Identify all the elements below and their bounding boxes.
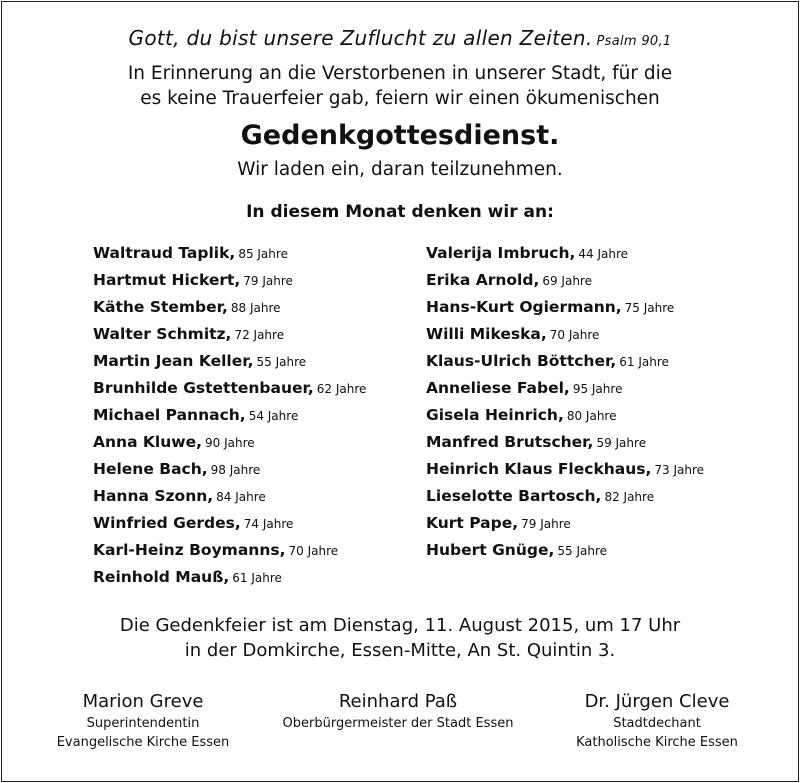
invitation: Wir laden ein, daran teilzunehmen. — [237, 159, 563, 180]
deceased-age: 85 Jahre — [238, 247, 288, 261]
deceased-age: 90 Jahre — [205, 436, 255, 450]
deceased-name: Hubert Gnüge, — [426, 541, 555, 559]
deceased-entry — [93, 536, 366, 563]
deceased-entry — [426, 401, 704, 428]
deceased-name: Willi Mikeska, — [426, 325, 547, 343]
deceased-entry — [93, 293, 366, 320]
deceased-name: Heinrich Klaus Fleckhaus, — [426, 460, 652, 478]
deceased-entry — [426, 536, 704, 563]
deceased-name: Helene Bach, — [93, 460, 208, 478]
deceased-age: 61 Jahre — [232, 571, 282, 585]
deceased-name: Brunhilde Gstettenbauer, — [93, 379, 314, 397]
deceased-age: 69 Jahre — [542, 274, 592, 288]
deceased-entry — [93, 455, 366, 482]
motto-reference: Psalm 90,1 — [596, 34, 672, 49]
event-details — [0, 613, 800, 663]
deceased-entry — [93, 347, 366, 374]
deceased-entry — [426, 239, 704, 266]
signatory-1 — [8, 690, 278, 752]
signatory-name: Reinhard Paß — [338, 691, 458, 712]
deceased-name: Waltraud Taplik, — [93, 244, 236, 262]
signatory-org: Evangelische Kirche Essen — [56, 735, 230, 750]
signatory-3 — [522, 690, 792, 752]
deceased-age: 79 Jahre — [521, 517, 571, 531]
event-line-2: in der Domkirche, Essen-Mitte, An St. Quintin 3. — [184, 640, 616, 661]
deceased-name: Valerija Imbruch, — [426, 244, 576, 262]
deceased-age: 73 Jahre — [654, 463, 705, 477]
deceased-age: 55 Jahre — [557, 544, 607, 558]
deceased-name: Gisela Heinrich, — [426, 406, 564, 424]
signatory-org: Katholische Kirche Essen — [576, 735, 738, 750]
deceased-name: Klaus-Ulrich Böttcher, — [426, 352, 617, 370]
deceased-age: 82 Jahre — [604, 490, 655, 504]
deceased-entry — [93, 482, 366, 509]
deceased-age: 88 Jahre — [230, 301, 281, 315]
deceased-entry — [426, 374, 704, 401]
deceased-name: Michael Pannach, — [93, 406, 246, 424]
deceased-entry — [93, 320, 366, 347]
deceased-name: Lieselotte Bartosch, — [426, 487, 602, 505]
deceased-name: Anneliese Fabel, — [426, 379, 570, 397]
deceased-entry — [93, 239, 366, 266]
deceased-age: 75 Jahre — [624, 301, 675, 315]
headline: Gedenkgottesdienst. — [240, 120, 560, 151]
intro-line-2: es keine Trauerfeier gab, feiern wir einen ökumenischen — [140, 88, 660, 109]
signatory-name: Dr. Jürgen Cleve — [584, 691, 730, 712]
deceased-entry — [93, 266, 366, 293]
deceased-age: 70 Jahre — [549, 328, 600, 342]
deceased-entry — [426, 482, 704, 509]
deceased-entry — [93, 374, 366, 401]
deceased-age: 61 Jahre — [619, 355, 669, 369]
signatory-title: Stadtdechant — [613, 716, 701, 731]
deceased-age: 70 Jahre — [288, 544, 339, 558]
deceased-name: Käthe Stember, — [93, 298, 228, 316]
signatory-name: Marion Greve — [82, 691, 204, 712]
deceased-age: 62 Jahre — [316, 382, 367, 396]
deceased-age: 59 Jahre — [596, 436, 647, 450]
deceased-name: Hans-Kurt Ogiermann, — [426, 298, 622, 316]
signatory-title: Oberbürgermeister der Stadt Essen — [282, 716, 514, 731]
deceased-entry — [93, 509, 366, 536]
deceased-age: 80 Jahre — [566, 409, 617, 423]
names-right-column — [426, 239, 704, 563]
deceased-age: 79 Jahre — [243, 274, 293, 288]
names-left-column — [93, 239, 366, 590]
deceased-entry — [93, 428, 366, 455]
deceased-name: Martin Jean Keller, — [93, 352, 254, 370]
event-line-1: Die Gedenkfeier ist am Dienstag, 11. August 2015, um 17 Uhr — [119, 615, 681, 636]
deceased-entry — [426, 293, 704, 320]
deceased-age: 44 Jahre — [578, 247, 629, 261]
deceased-age: 95 Jahre — [572, 382, 623, 396]
deceased-entry — [426, 428, 704, 455]
deceased-name: Hanna Szonn, — [93, 487, 214, 505]
deceased-name: Kurt Pape, — [426, 514, 519, 532]
deceased-age: 54 Jahre — [248, 409, 299, 423]
signatory-title: Superintendentin — [86, 716, 200, 731]
deceased-name: Erika Arnold, — [426, 271, 540, 289]
deceased-age: 98 Jahre — [210, 463, 261, 477]
deceased-age: 72 Jahre — [234, 328, 285, 342]
deceased-entry — [426, 347, 704, 374]
deceased-name: Karl-Heinz Boymanns, — [93, 541, 286, 559]
deceased-name: Anna Kluwe, — [93, 433, 202, 451]
deceased-entry — [93, 401, 366, 428]
motto-text: Gott, du bist unsere Zuflucht zu allen Zeiten. — [128, 26, 593, 50]
intro-text — [0, 61, 800, 111]
signatory-2 — [263, 690, 533, 733]
deceased-name: Reinhold Mauß, — [93, 568, 230, 586]
intro-line-1: In Erinnerung an die Verstorbenen in unserer Stadt, für die — [127, 63, 673, 84]
deceased-name: Manfred Brutscher, — [426, 433, 594, 451]
deceased-age: 74 Jahre — [243, 517, 294, 531]
deceased-name: Hartmut Hickert, — [93, 271, 241, 289]
deceased-entry — [93, 563, 366, 590]
month-heading: In diesem Monat denken wir an: — [246, 202, 554, 222]
deceased-entry — [426, 320, 704, 347]
deceased-age: 55 Jahre — [256, 355, 307, 369]
deceased-entry — [426, 509, 704, 536]
deceased-name: Winfried Gerdes, — [93, 514, 241, 532]
deceased-name: Walter Schmitz, — [93, 325, 232, 343]
deceased-entry — [426, 266, 704, 293]
deceased-age: 84 Jahre — [216, 490, 266, 504]
psalm-motto — [0, 26, 800, 50]
deceased-entry — [426, 455, 704, 482]
